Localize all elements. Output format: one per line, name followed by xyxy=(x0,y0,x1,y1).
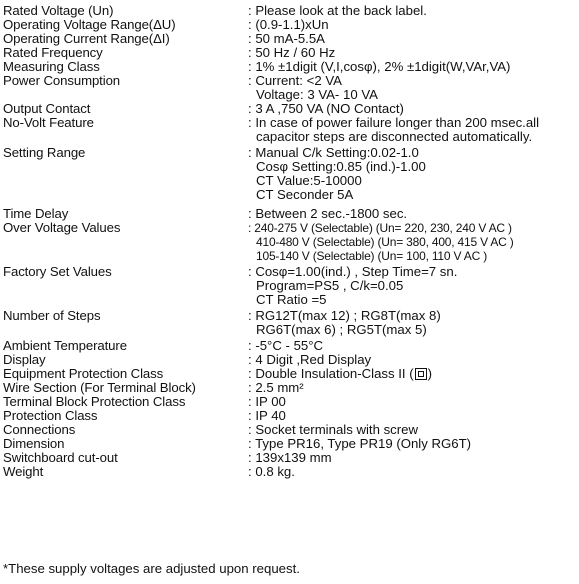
spec-value xyxy=(248,46,577,60)
spec-row-display xyxy=(3,353,577,367)
spec-value-line: : 3 A ,750 VA (NO Contact) xyxy=(248,101,404,116)
spec-value-line: : -5°C - 55°C xyxy=(248,338,324,353)
spec-label: Terminal Block Protection Class xyxy=(3,394,186,409)
spec-label: Operating Voltage Range(ΔU) xyxy=(3,17,176,32)
spec-label: Setting Range xyxy=(3,145,86,160)
spec-value-line: : RG12T(max 12) ; RG8T(max 8) xyxy=(248,308,441,323)
spec-value-line: : In case of power failure longer than 200 msec.all xyxy=(248,115,540,130)
spec-row-dimension xyxy=(3,437,577,451)
spec-value-line: : Type PR16, Type PR19 (Only RG6T) xyxy=(248,436,472,451)
spec-value xyxy=(248,221,577,263)
spec-row-measuring-class xyxy=(3,60,577,74)
spec-label: Operating Current Range(ΔI) xyxy=(3,31,170,46)
spec-row-factory-set-values xyxy=(3,265,577,307)
spec-label: Rated Voltage (Un) xyxy=(3,3,114,18)
spec-label: No-Volt Feature xyxy=(3,115,94,130)
spec-row-terminal-block-protection-class xyxy=(3,395,577,409)
spec-value xyxy=(248,381,577,395)
spec-value-line: Cosφ Setting:0.85 (ind.)-1.00 xyxy=(256,159,426,174)
spec-value xyxy=(248,146,577,202)
spec-value-text: : Double Insulation-Class II ( xyxy=(248,366,414,381)
specifications-table xyxy=(3,4,577,479)
spec-value-line: : 50 Hz / 60 Hz xyxy=(248,45,336,60)
spec-value-line: : Socket terminals with screw xyxy=(248,422,419,437)
spec-label: Power Consumption xyxy=(3,73,121,88)
spec-value xyxy=(248,102,577,116)
spec-row-equipment-protection-class xyxy=(3,367,577,381)
spec-row-ambient-temperature xyxy=(3,339,577,353)
spec-row-time-delay xyxy=(3,207,577,221)
spec-value-line: : 0.8 kg. xyxy=(248,464,295,479)
spec-value xyxy=(248,265,577,307)
spec-value-line: : (0.9-1.1)xUn xyxy=(248,17,329,32)
spec-label: Dimension xyxy=(3,436,65,451)
spec-row-operating-current-range xyxy=(3,32,577,46)
spec-value-line: : 240-275 V (Selectable) (Un= 220, 230, 240 V AC ) xyxy=(248,221,512,235)
spec-value xyxy=(248,353,577,367)
spec-label: Rated Frequency xyxy=(3,45,103,60)
spec-value xyxy=(248,309,577,337)
spec-value xyxy=(248,4,577,18)
spec-value xyxy=(248,74,577,102)
spec-value-line: : 139x139 mm xyxy=(248,450,332,465)
spec-value-line: Voltage: 3 VA- 10 VA xyxy=(256,87,378,102)
spec-row-rated-frequency xyxy=(3,46,577,60)
spec-value-line: RG6T(max 6) ; RG5T(max 5) xyxy=(256,322,427,337)
spec-value xyxy=(248,437,577,451)
double-insulation-icon xyxy=(415,368,427,380)
spec-label: Weight xyxy=(3,464,44,479)
spec-value-line xyxy=(248,367,577,381)
spec-value xyxy=(248,116,577,144)
spec-value-line: : Current: <2 VA xyxy=(248,73,342,88)
spec-label: Output Contact xyxy=(3,101,91,116)
spec-label: Time Delay xyxy=(3,206,69,221)
spec-value xyxy=(248,339,577,353)
spec-value xyxy=(248,409,577,423)
spec-value-suffix: ) xyxy=(427,366,433,381)
spec-row-no-volt-feature xyxy=(3,116,577,144)
spec-value xyxy=(248,207,577,221)
spec-row-over-voltage-values xyxy=(3,221,577,263)
spec-row-setting-range xyxy=(3,146,577,202)
spec-value xyxy=(248,367,577,381)
spec-label: Ambient Temperature xyxy=(3,338,127,353)
spec-label: Over Voltage Values xyxy=(3,220,121,235)
spec-value-line: CT Value:5-10000 xyxy=(256,173,362,188)
spec-label: Display xyxy=(3,352,46,367)
spec-label: Wire Section (For Terminal Block) xyxy=(3,380,196,395)
spec-value-line: CT Ratio =5 xyxy=(256,292,327,307)
spec-value-line: : IP 00 xyxy=(248,394,286,409)
spec-row-switchboard-cut-out xyxy=(3,451,577,465)
spec-value-line: : 1% ±1digit (V,I,cosφ), 2% ±1digit(W,VAr,VA) xyxy=(248,59,511,74)
spec-value xyxy=(248,451,577,465)
spec-value xyxy=(248,18,577,32)
spec-row-operating-voltage-range xyxy=(3,18,577,32)
spec-row-protection-class xyxy=(3,409,577,423)
spec-value-line: capacitor steps are disconnected automatically. xyxy=(256,129,533,144)
spec-value-line: Program=PS5 , C/k=0.05 xyxy=(256,278,404,293)
spec-value-line: : 2.5 mm² xyxy=(248,380,304,395)
spec-label: Factory Set Values xyxy=(3,264,112,279)
spec-value-line: : Please look at the back label. xyxy=(248,3,427,18)
spec-value xyxy=(248,60,577,74)
spec-label: Measuring Class xyxy=(3,59,100,74)
spec-label: Protection Class xyxy=(3,408,98,423)
spec-value-line: : Manual C/k Setting:0.02-1.0 xyxy=(248,145,419,160)
spec-row-power-consumption xyxy=(3,74,577,102)
footnote: *These supply voltages are adjusted upon request. xyxy=(3,561,300,576)
spec-row-connections xyxy=(3,423,577,437)
spec-value-line: : 50 mA-5.5A xyxy=(248,31,325,46)
spec-value-line: : 4 Digit ,Red Display xyxy=(248,352,372,367)
spec-label: Number of Steps xyxy=(3,308,101,323)
spec-row-weight xyxy=(3,465,577,479)
spec-row-output-contact xyxy=(3,102,577,116)
spec-value xyxy=(248,395,577,409)
spec-value-line: 410-480 V (Selectable) (Un= 380, 400, 415 V AC ) xyxy=(256,235,514,249)
spec-row-rated-voltage xyxy=(3,4,577,18)
spec-label: Equipment Protection Class xyxy=(3,366,164,381)
spec-value-line: CT Seconder 5A xyxy=(256,187,354,202)
spec-value-line: : Between 2 sec.-1800 sec. xyxy=(248,206,408,221)
spec-value-line: 105-140 V (Selectable) (Un= 100, 110 V AC ) xyxy=(256,249,487,263)
spec-value xyxy=(248,423,577,437)
spec-value xyxy=(248,32,577,46)
spec-label: Switchboard cut-out xyxy=(3,450,118,465)
spec-value xyxy=(248,465,577,479)
spec-value-line: : IP 40 xyxy=(248,408,286,423)
spec-label: Connections xyxy=(3,422,76,437)
spec-value-line: : Cosφ=1.00(ind.) , Step Time=7 sn. xyxy=(248,264,458,279)
spec-row-number-of-steps xyxy=(3,309,577,337)
spec-row-wire-section xyxy=(3,381,577,395)
